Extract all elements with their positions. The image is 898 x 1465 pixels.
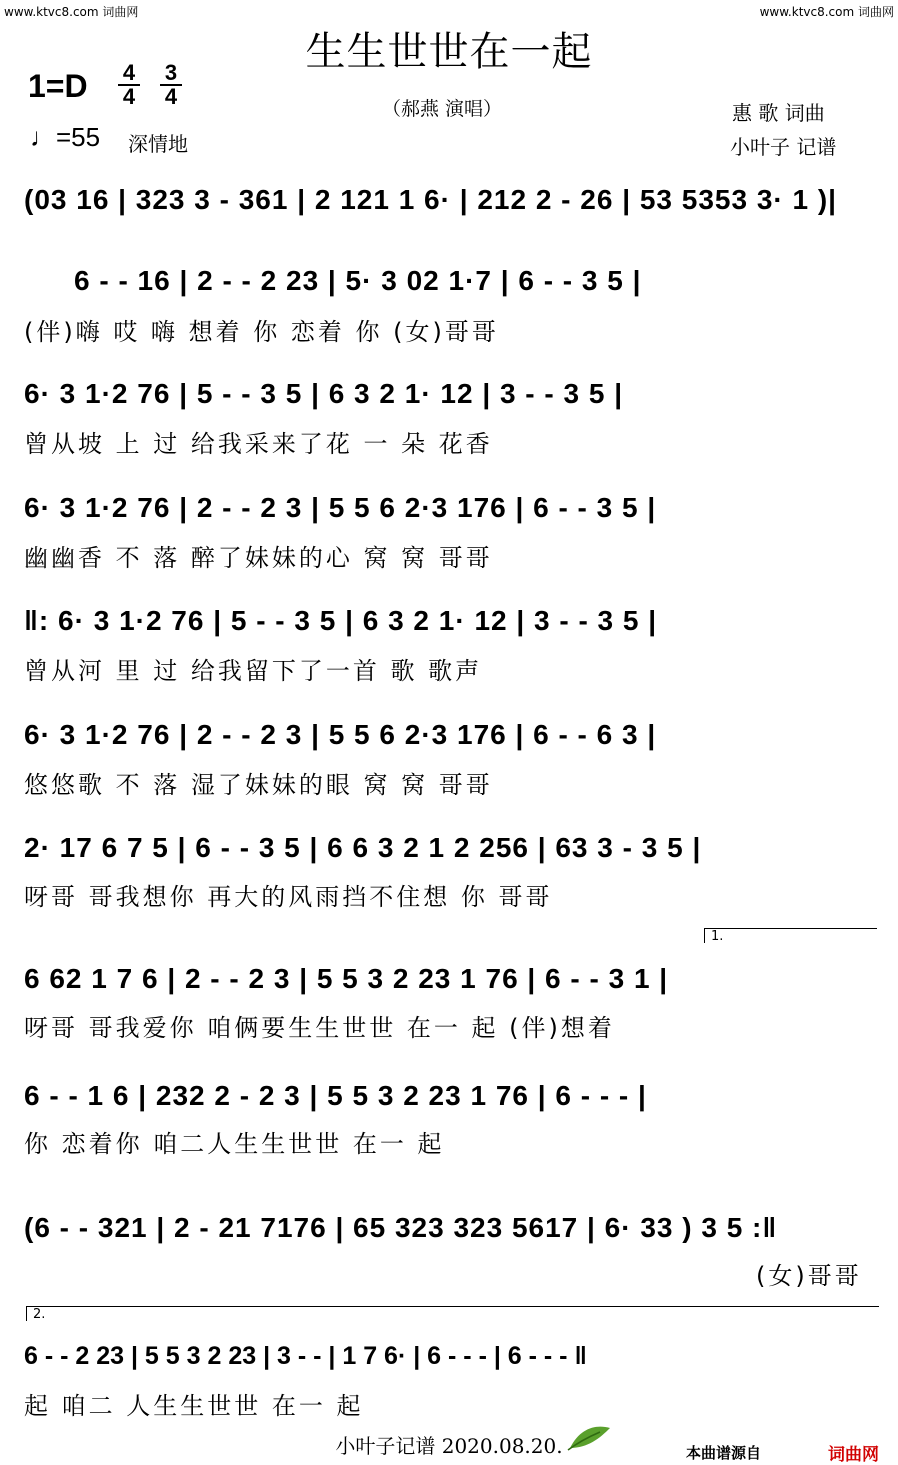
footer-note: 小叶子记谱 2020.08.20. bbox=[335, 1434, 563, 1458]
score-line-2: 6 - - 16 | 2 - - 2 23 | 5· 3 02 1·7 | 6 - - 3 5 | bbox=[74, 265, 642, 296]
score-line-5: ‖: 6· 3 1·2 76 | 5 - - 3 5 | 6 3 2 1· 12 | 3 - - 3 5 | bbox=[24, 605, 658, 636]
expression-marking: 深情地 bbox=[128, 132, 188, 156]
score-line-7: 2· 17 6 7 5 | 6 - - 3 5 | 6 6 3 2 1 2 256 | 63 3 - 3 5 | bbox=[24, 832, 702, 863]
lyrics-line-8: 呀哥 哥我爱你 咱俩要生生世世 在一 起 (伴)想着 bbox=[24, 1014, 615, 1042]
watermark-right: www.ktvc8.com 词曲网 bbox=[759, 5, 894, 19]
score-line-1: (03 16 | 323 3 - 361 | 2 121 1 6· | 212 2 - 26 | 53 5353 3· 1 )| bbox=[24, 184, 837, 215]
lyrics-line-11: 起 咱二 人生生世世 在一 起 bbox=[24, 1392, 364, 1420]
lyrics-line-6: 悠悠歌 不 落 湿了妹妹的眼 窝 窝 哥哥 bbox=[24, 771, 493, 799]
time-sig-bottom: 4 bbox=[122, 84, 136, 109]
singer-credit: （郝燕 演唱） bbox=[382, 98, 503, 120]
time-signature-3-4 bbox=[160, 62, 182, 108]
composer-credit: 惠 歌 词曲 bbox=[732, 101, 825, 125]
time-signature-4-4 bbox=[118, 62, 140, 108]
lyrics-line-10: (女)哥哥 bbox=[756, 1262, 862, 1290]
score-line-8: 6 62 1 7 6 | 2 - - 2 3 | 5 5 3 2 23 1 76 | 6 - - 3 1 | bbox=[24, 963, 669, 994]
score-line-3: 6· 3 1·2 76 | 5 - - 3 5 | 6 3 2 1· 12 | 3 - - 3 5 | bbox=[24, 378, 624, 409]
lyrics-line-7: 呀哥 哥我想你 再大的风雨挡不住想 你 哥哥 bbox=[24, 883, 553, 911]
leaf-icon bbox=[566, 1422, 612, 1452]
score-line-10: (6 - - 321 | 2 - 21 7176 | 65 323 323 5617 | 6· 33 ) 3 5 :‖ bbox=[24, 1212, 778, 1243]
time-sig-top: 3 bbox=[160, 62, 182, 86]
lyrics-line-9: 你 恋着你 咱二人生生世世 在一 起 bbox=[24, 1130, 445, 1158]
lyrics-line-3: 曾从坡 上 过 给我采来了花 一 朵 花香 bbox=[24, 430, 493, 458]
volta-first-ending: 1. bbox=[704, 928, 877, 943]
volta-second-ending: 2. bbox=[26, 1306, 879, 1321]
source-site-link[interactable]: 词曲网 bbox=[828, 1445, 879, 1465]
lyrics-line-5: 曾从河 里 过 给我留下了一首 歌 歌声 bbox=[24, 657, 483, 685]
song-title: 生生世世在一起 bbox=[305, 29, 593, 75]
tempo-marking: ♩=55 bbox=[30, 122, 101, 152]
score-line-4: 6· 3 1·2 76 | 2 - - 2 3 | 5 5 6 2·3 176 | 6 - - 3 5 | bbox=[24, 492, 657, 523]
transcriber-credit: 小叶子 记谱 bbox=[730, 135, 837, 159]
lyrics-line-2: (伴)嗨 哎 嗨 想着 你 恋着 你 (女)哥哥 bbox=[24, 318, 499, 346]
score-line-11: 6 - - 2 23 | 5 5 3 2 23 | 3 - - | 1 7 6· | 6 - - - | 6 - - - ‖ bbox=[24, 1342, 587, 1370]
key-signature: 1=D bbox=[28, 68, 88, 104]
time-sig-top: 4 bbox=[118, 62, 140, 86]
watermark-left: www.ktvc8.com 词曲网 bbox=[4, 5, 139, 19]
source-label: 本曲谱源自 bbox=[686, 1444, 762, 1462]
time-sig-bottom: 4 bbox=[164, 84, 178, 109]
lyrics-line-4: 幽幽香 不 落 醉了妹妹的心 窝 窝 哥哥 bbox=[24, 544, 493, 572]
score-line-6: 6· 3 1·2 76 | 2 - - 2 3 | 5 5 6 2·3 176 | 6 - - 6 3 | bbox=[24, 719, 657, 750]
score-line-9: 6 - - 1 6 | 232 2 - 2 3 | 5 5 3 2 23 1 76 | 6 - - - | bbox=[24, 1080, 647, 1111]
